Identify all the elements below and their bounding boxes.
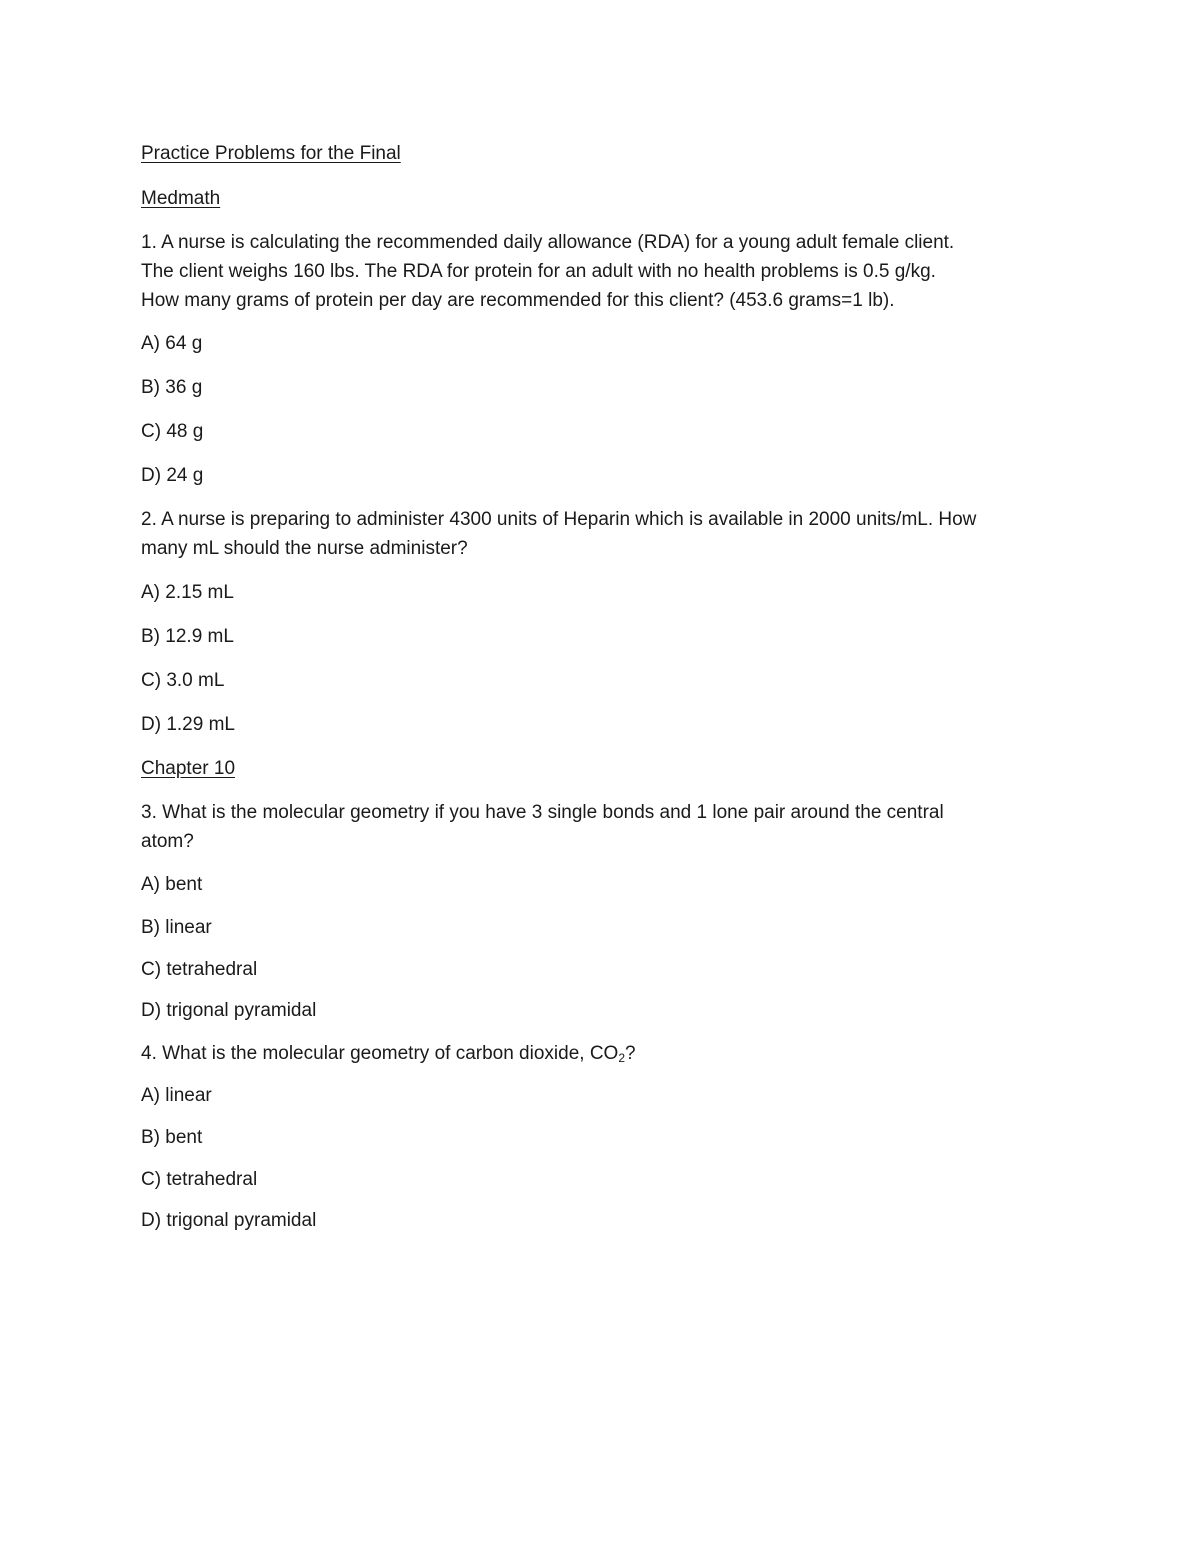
- question-2-line-1: 2. A nurse is preparing to administer 4300 units of Heparin which is available in 2000 units/mL. How: [141, 509, 977, 530]
- question-3-line-1: 3. What is the molecular geometry if you have 3 single bonds and 1 lone pair around the central: [141, 802, 944, 823]
- question-1-line-2: The client weighs 160 lbs. The RDA for protein for an adult with no health problems is 0.5 g/kg.: [141, 261, 936, 282]
- question-2-line-2: many mL should the nurse administer?: [141, 538, 468, 559]
- question-4-text: 4. What is the molecular geometry of carbon dioxide, CO: [141, 1043, 619, 1064]
- question-2-option-a: A) 2.15 mL: [141, 582, 234, 603]
- question-3-option-c: C) tetrahedral: [141, 959, 258, 980]
- question-1-option-b: B) 36 g: [141, 377, 203, 398]
- question-2-option-c: C) 3.0 mL: [141, 670, 225, 691]
- question-4-subscript: 2: [618, 1051, 626, 1065]
- question-4-option-c: C) tetrahedral: [141, 1169, 258, 1190]
- question-1-option-c: C) 48 g: [141, 421, 204, 442]
- question-4-suffix: ?: [625, 1043, 636, 1064]
- question-4-line-1: [141, 1040, 636, 1068]
- question-4-option-a: A) linear: [141, 1085, 212, 1106]
- question-3-option-d: D) trigonal pyramidal: [141, 1000, 317, 1021]
- section-heading-chapter-10: Chapter 10: [141, 758, 236, 779]
- question-4-option-b: B) bent: [141, 1127, 203, 1148]
- question-1-line-3: How many grams of protein per day are recommended for this client? (453.6 grams=1 lb).: [141, 290, 895, 311]
- question-1-option-d: D) 24 g: [141, 465, 204, 486]
- question-2-option-d: D) 1.29 mL: [141, 714, 235, 735]
- question-1-option-a: A) 64 g: [141, 333, 203, 354]
- question-3-option-a: A) bent: [141, 874, 203, 895]
- document-title: Practice Problems for the Final: [141, 143, 401, 164]
- question-3-option-b: B) linear: [141, 917, 212, 938]
- question-4-option-d: D) trigonal pyramidal: [141, 1210, 317, 1231]
- question-1-line-1: 1. A nurse is calculating the recommended daily allowance (RDA) for a young adult female client.: [141, 232, 955, 253]
- section-heading-medmath: Medmath: [141, 188, 221, 209]
- question-3-line-2: atom?: [141, 831, 194, 852]
- question-2-option-b: B) 12.9 mL: [141, 626, 234, 647]
